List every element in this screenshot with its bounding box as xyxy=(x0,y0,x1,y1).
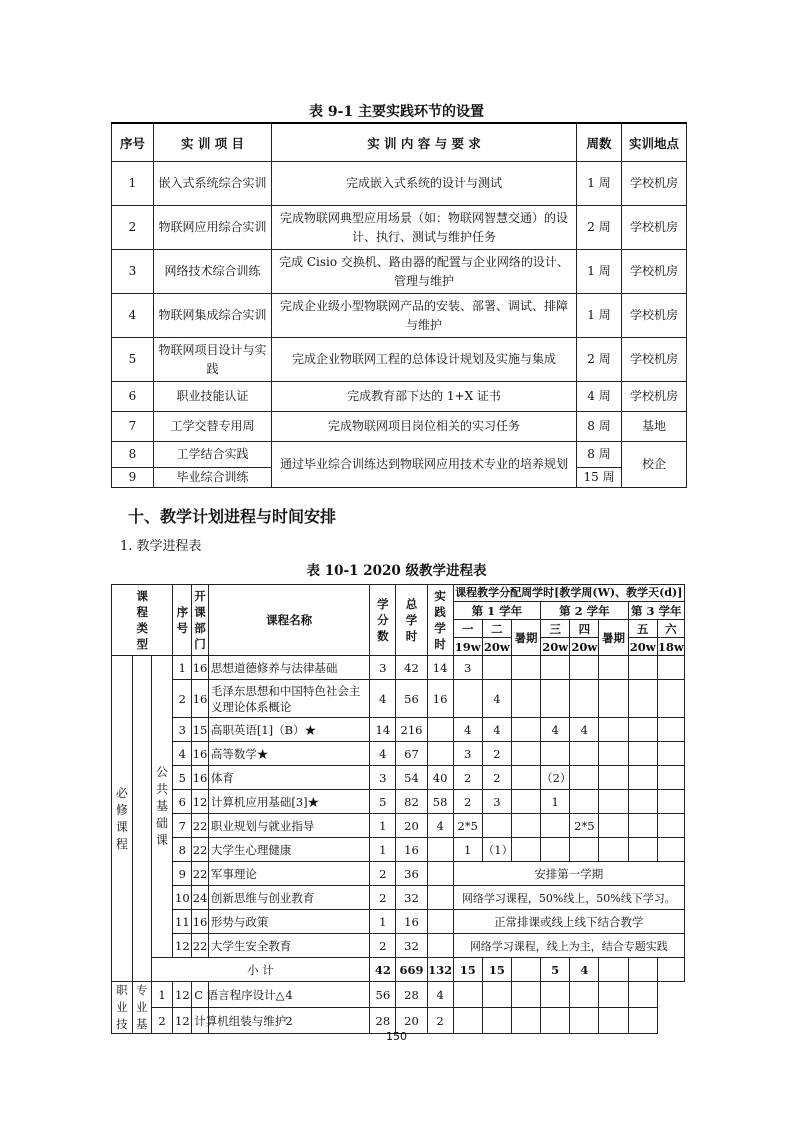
cell-summer-2 xyxy=(599,790,628,814)
cell-sem-1: 2*5 xyxy=(453,814,482,838)
cell-location: 学校机房 xyxy=(622,162,687,206)
cell-sem-6 xyxy=(657,838,684,862)
cell-dept: 12 xyxy=(173,1008,192,1034)
cell-sem-2 xyxy=(482,814,511,838)
header-year-2: 第 2 学年 xyxy=(541,602,628,620)
cell-sem-5 xyxy=(628,718,657,742)
header-year-3: 第 3 学年 xyxy=(628,602,684,620)
cell-content: 完成嵌入式系统的设计与测试 xyxy=(272,162,577,206)
group-spacer xyxy=(132,656,151,982)
cell-seq: 8 xyxy=(112,442,154,468)
cell-sem-2: （1） xyxy=(482,838,511,862)
cell-course-name: 计算机应用基础[3]★ xyxy=(208,790,369,814)
cell-no: 4 xyxy=(173,742,192,766)
header-sem-6: 六 xyxy=(657,620,684,638)
cell-schedule-note: 网络学习课程，线上为主，结合专题实践 xyxy=(453,934,684,958)
cell-project: 嵌入式系统综合实训 xyxy=(154,162,272,206)
cell-practice xyxy=(427,886,453,910)
practice-table xyxy=(111,122,687,488)
cell-summer-1 xyxy=(482,982,511,1008)
table-row xyxy=(112,680,685,718)
cell-hours: 28 xyxy=(370,1008,396,1034)
group-public-basic: 公共基础课 xyxy=(151,656,173,958)
cell-sem-1: 4 xyxy=(427,982,453,1008)
header-total-hours: 总学时 xyxy=(396,585,427,656)
cell-dept: 12 xyxy=(173,982,192,1008)
cell-practice xyxy=(427,862,453,886)
col-header-weeks: 周数 xyxy=(577,123,622,162)
cell-no: 2 xyxy=(173,680,192,718)
cell-content: 完成企业物联网工程的总体设计规划及实施与集成 xyxy=(272,338,577,382)
cell-credits: 2 xyxy=(370,862,396,886)
table-row xyxy=(112,742,685,766)
cell-project: 职业技能认证 xyxy=(154,382,272,412)
header-weeks-3: 20w xyxy=(542,639,569,654)
cell-summer-1 xyxy=(511,766,540,790)
cell-sem-4: 4 xyxy=(570,718,599,742)
table-row xyxy=(112,766,685,790)
header-credits: 学分数 xyxy=(370,585,396,656)
section-title: 十、教学计划进程与时间安排 xyxy=(128,507,337,526)
header-weeks-5: 20w xyxy=(629,639,656,654)
cell-no: 1 xyxy=(173,656,192,680)
table-row xyxy=(112,838,685,862)
cell-sem-1 xyxy=(453,680,482,718)
cell-location: 学校机房 xyxy=(622,294,687,338)
cell-practice: 16 xyxy=(427,680,453,718)
cell-credits: 3 xyxy=(370,656,396,680)
cell-practice xyxy=(427,910,453,934)
header-seq: 序号 xyxy=(173,585,192,656)
cell-hours: 42 xyxy=(396,656,427,680)
header-course-name: 课程名称 xyxy=(208,585,369,656)
table-row xyxy=(112,338,687,382)
cell-sem-3 xyxy=(541,742,570,766)
cell-sem-2 xyxy=(453,982,482,1008)
cell-hours: 32 xyxy=(396,886,427,910)
cell-dept: 16 xyxy=(192,742,209,766)
cell-credits: 3 xyxy=(370,766,396,790)
header-distribution: 课程教学分配周学时[教学周(W)、教学天(d)] xyxy=(453,585,684,602)
cell-project: 工学交替专用周 xyxy=(154,412,272,442)
group-professional: 职业技 xyxy=(112,982,133,1034)
cell-content: 完成 Cisio 交换机、路由器的配置与企业网络的设计、管理与维护 xyxy=(272,250,577,294)
cell-content: 通过毕业综合训练达到物联网应用技术专业的培养规划 xyxy=(272,442,577,488)
cell-sem-4 xyxy=(570,790,599,814)
cell-sem-5 xyxy=(628,656,657,680)
cell-sem-3 xyxy=(511,982,540,1008)
cell-sem-2 xyxy=(482,656,511,680)
cell-sem-4 xyxy=(541,982,570,1008)
table-row xyxy=(112,718,685,742)
cell-project: 物联网集成综合实训 xyxy=(154,294,272,338)
cell-project: 物联网项目设计与实践 xyxy=(154,338,272,382)
subtotal-credits: 42 xyxy=(370,958,396,982)
col-header-location: 实训地点 xyxy=(622,123,687,162)
table-row xyxy=(112,206,687,250)
cell-sem-5 xyxy=(628,838,657,862)
table-row xyxy=(112,656,685,680)
cell-project: 工学结合实践 xyxy=(154,442,272,468)
cell-summer-2 xyxy=(570,982,599,1008)
cell-no: 5 xyxy=(173,766,192,790)
subtotal-sem-4: 4 xyxy=(570,958,599,982)
cell-content: 完成企业级小型物联网产品的安装、部署、调试、排障与维护 xyxy=(272,294,577,338)
cell-seq: 4 xyxy=(112,294,154,338)
cell-sem-3: 1 xyxy=(541,790,570,814)
cell-practice xyxy=(427,934,453,958)
cell-practice xyxy=(427,718,453,742)
cell-seq: 7 xyxy=(112,412,154,442)
cell-sem-3 xyxy=(541,680,570,718)
table-row xyxy=(112,982,685,1008)
cell-practice: 40 xyxy=(427,766,453,790)
subtotal-practice: 132 xyxy=(427,958,453,982)
table-header-row xyxy=(112,123,687,162)
cell-location: 基地 xyxy=(622,412,687,442)
header-summer-1: 暑期 xyxy=(511,620,540,656)
cell-no: 12 xyxy=(173,934,192,958)
cell-summer-2 xyxy=(599,742,628,766)
cell-summer-1 xyxy=(511,718,540,742)
header-dept: 开课部门 xyxy=(192,585,209,656)
cell-credits: 14 xyxy=(370,718,396,742)
cell-location: 学校机房 xyxy=(622,250,687,294)
cell-hours: 32 xyxy=(396,934,427,958)
cell-course-name: 职业规划与就业指导 xyxy=(208,814,369,838)
cell-content: 完成物联网项目岗位相关的实习任务 xyxy=(272,412,577,442)
cell-credits: 4 xyxy=(370,680,396,718)
cell-course-name: 形势与政策 xyxy=(208,910,369,934)
cell-sem-1: 3 xyxy=(453,656,482,680)
col-header-project: 实 训 项 目 xyxy=(154,123,272,162)
cell-sem-2: 4 xyxy=(482,718,511,742)
table-row xyxy=(112,250,687,294)
page-number: 150 xyxy=(386,1030,407,1043)
cell-credits: 2 xyxy=(370,934,396,958)
cell-seq: 1 xyxy=(112,162,154,206)
table-row xyxy=(112,814,685,838)
cell-no: 11 xyxy=(173,910,192,934)
cell-no: 2 xyxy=(151,1008,173,1034)
cell-sem-3: （2） xyxy=(541,766,570,790)
table-row xyxy=(112,162,687,206)
cell-sem-6 xyxy=(628,982,657,1008)
cell-dept: 22 xyxy=(192,814,209,838)
table-9-1-caption: 表 9-1 主要实践环节的设置 xyxy=(308,104,485,120)
cell-dept: 16 xyxy=(192,910,209,934)
cell-seq: 5 xyxy=(112,338,154,382)
cell-no: 1 xyxy=(151,982,173,1008)
subtotal-row xyxy=(112,958,685,982)
cell-hours: 56 xyxy=(370,982,396,1008)
cell-schedule-note: 网络学习课程，50%线上，50%线下学习。 xyxy=(453,886,684,910)
cell-sem-1: 2 xyxy=(453,766,482,790)
cell-sem-2: 2 xyxy=(482,742,511,766)
cell-practice xyxy=(427,742,453,766)
cell-sem-3 xyxy=(541,656,570,680)
cell-sem-2: 4 xyxy=(482,680,511,718)
subtotal-summer-1 xyxy=(511,958,540,982)
cell-sem-5 xyxy=(599,982,628,1008)
cell-hours: 36 xyxy=(396,862,427,886)
cell-course-name: 大学生心理健康 xyxy=(208,838,369,862)
cell-course-name: 高等数学★ xyxy=(208,742,369,766)
header-weeks-6: 18w xyxy=(657,639,684,654)
cell-credits: 2 xyxy=(370,886,396,910)
cell-sem-1: 2 xyxy=(453,790,482,814)
header-practice-hours: 实践学时 xyxy=(427,585,453,656)
cell-sem-4 xyxy=(570,766,599,790)
cell-dept: 16 xyxy=(192,656,209,680)
cell-summer-1 xyxy=(511,680,540,718)
header-weeks-2: 20w xyxy=(483,639,510,654)
cell-sem-3 xyxy=(541,814,570,838)
header-weeks-1: 19w xyxy=(454,639,481,654)
cell-sem-6 xyxy=(657,680,684,718)
cell-credits: 1 xyxy=(370,838,396,862)
cell-practice: 4 xyxy=(427,814,453,838)
cell-dept: 12 xyxy=(192,790,209,814)
cell-sem-6 xyxy=(657,656,684,680)
table-row xyxy=(112,412,687,442)
cell-summer-2 xyxy=(599,656,628,680)
cell-project: 网络技术综合训练 xyxy=(154,250,272,294)
cell-summer-1 xyxy=(511,838,540,862)
header-year-1: 第 1 学年 xyxy=(453,602,540,620)
cell-seq: 3 xyxy=(112,250,154,294)
cell-no: 8 xyxy=(173,838,192,862)
cell-course-name: 高职英语[1]（B）★ xyxy=(208,718,369,742)
cell-seq: 9 xyxy=(112,468,154,488)
cell-credits: 4 xyxy=(208,982,369,1008)
cell-weeks: 4 周 xyxy=(577,382,622,412)
table-row xyxy=(112,790,685,814)
cell-summer-1 xyxy=(511,790,540,814)
cell-hours: 16 xyxy=(396,838,427,862)
cell-no: 6 xyxy=(173,790,192,814)
cell-course-name: 大学生安全教育 xyxy=(208,934,369,958)
cell-hours: 20 xyxy=(396,814,427,838)
cell-sem-4 xyxy=(570,656,599,680)
cell-dept: 22 xyxy=(192,838,209,862)
cell-dept: 24 xyxy=(192,886,209,910)
cell-credits: 2 xyxy=(208,1008,369,1034)
table-row xyxy=(112,910,685,934)
subtotal-sem-6 xyxy=(657,958,684,982)
col-header-seq: 序号 xyxy=(112,123,154,162)
cell-weeks: 2 周 xyxy=(577,338,622,382)
cell-hours: 82 xyxy=(396,790,427,814)
header-row xyxy=(112,585,685,602)
header-course-type: 课程类型 xyxy=(112,585,173,656)
cell-sem-1: 1 xyxy=(453,838,482,862)
cell-summer-1 xyxy=(511,656,540,680)
cell-project: 物联网应用综合实训 xyxy=(154,206,272,250)
cell-project: 毕业综合训练 xyxy=(154,468,272,488)
cell-course-name: 毛泽东思想和中国特色社会主义理论体系概论 xyxy=(208,680,369,718)
cell-practice xyxy=(427,838,453,862)
cell-seq: 2 xyxy=(112,206,154,250)
cell-practice: 20 xyxy=(396,1008,427,1034)
header-summer-2: 暑期 xyxy=(599,620,628,656)
cell-credits: 4 xyxy=(370,742,396,766)
cell-sem-5 xyxy=(628,742,657,766)
cell-summer-1 xyxy=(511,814,540,838)
cell-sem-6 xyxy=(657,742,684,766)
cell-weeks: 15 周 xyxy=(577,468,622,488)
cell-no: 7 xyxy=(173,814,192,838)
cell-weeks: 1 周 xyxy=(577,250,622,294)
cell-practice: 14 xyxy=(427,656,453,680)
cell-dept: 15 xyxy=(192,718,209,742)
cell-content: 完成教育部下达的 1+X 证书 xyxy=(272,382,577,412)
table-row xyxy=(112,934,685,958)
subtotal-summer-2 xyxy=(599,958,628,982)
cell-weeks: 8 周 xyxy=(577,442,622,468)
subtotal-sem-5 xyxy=(628,958,657,982)
cell-sem-5 xyxy=(628,790,657,814)
header-weeks-4: 20w xyxy=(571,639,598,654)
cell-course-name: C 语言程序设计△ xyxy=(192,982,209,1008)
cell-dept: 22 xyxy=(192,934,209,958)
cell-weeks: 1 周 xyxy=(577,162,622,206)
group-professional-basic: 专业基 xyxy=(132,982,151,1034)
table-row xyxy=(112,886,685,910)
cell-summer-2 xyxy=(599,718,628,742)
header-sem-3: 三 xyxy=(541,620,570,638)
teaching-progress-table xyxy=(111,584,685,1034)
cell-summer-2 xyxy=(599,814,628,838)
cell-sem-2: 2 xyxy=(482,766,511,790)
cell-no: 9 xyxy=(173,862,192,886)
cell-credits: 1 xyxy=(370,910,396,934)
cell-sem-3: 4 xyxy=(541,718,570,742)
cell-summer-2 xyxy=(599,680,628,718)
subtotal-sem-2: 15 xyxy=(482,958,511,982)
cell-sem-1: 2 xyxy=(427,1008,453,1034)
cell-schedule-note: 正常排课或线上线下结合教学 xyxy=(453,910,684,934)
col-header-content: 实 训 内 容 与 要 求 xyxy=(272,123,577,162)
cell-hours: 56 xyxy=(396,680,427,718)
cell-sem-4 xyxy=(570,838,599,862)
cell-hours: 54 xyxy=(396,766,427,790)
cell-course-name: 体育 xyxy=(208,766,369,790)
cell-sem-5 xyxy=(628,766,657,790)
cell-weeks: 8 周 xyxy=(577,412,622,442)
cell-course-name: 思想道德修养与法律基础 xyxy=(208,656,369,680)
cell-weeks: 1 周 xyxy=(577,294,622,338)
cell-sem-4: 2*5 xyxy=(570,814,599,838)
cell-location: 学校机房 xyxy=(622,206,687,250)
cell-content: 完成物联网典型应用场景（如：物联网智慧交通）的设计、执行、测试与维护任务 xyxy=(272,206,577,250)
header-sem-2: 二 xyxy=(482,620,511,638)
cell-sem-6 xyxy=(657,790,684,814)
cell-sem-6 xyxy=(657,766,684,790)
cell-sem-5 xyxy=(628,680,657,718)
cell-summer-2 xyxy=(599,838,628,862)
cell-hours: 216 xyxy=(396,718,427,742)
cell-hours: 67 xyxy=(396,742,427,766)
cell-practice: 28 xyxy=(396,982,427,1008)
cell-sem-3 xyxy=(541,838,570,862)
cell-course-name: 计算机组装与维护 xyxy=(192,1008,209,1034)
subtotal-label: 小 计 xyxy=(151,958,370,982)
header-sem-1: 一 xyxy=(453,620,482,638)
group-required: 必修课程 xyxy=(112,656,133,982)
header-sem-5: 五 xyxy=(628,620,657,638)
cell-sem-6 xyxy=(657,718,684,742)
cell-course-name: 创新思维与创业教育 xyxy=(208,886,369,910)
cell-dept: 22 xyxy=(192,862,209,886)
cell-no: 10 xyxy=(173,886,192,910)
cell-no: 3 xyxy=(173,718,192,742)
subtotal-sem-1: 15 xyxy=(453,958,482,982)
table-row xyxy=(112,294,687,338)
header-sem-4: 四 xyxy=(570,620,599,638)
subsection-title: 1. 教学进程表 xyxy=(120,539,202,554)
cell-seq: 6 xyxy=(112,382,154,412)
cell-sem-1: 3 xyxy=(453,742,482,766)
cell-dept: 16 xyxy=(192,680,209,718)
cell-practice: 58 xyxy=(427,790,453,814)
cell-sem-4 xyxy=(570,680,599,718)
cell-dept: 16 xyxy=(192,766,209,790)
cell-weeks: 2 周 xyxy=(577,206,622,250)
cell-summer-2 xyxy=(599,766,628,790)
cell-sem-2: 3 xyxy=(482,790,511,814)
cell-hours: 16 xyxy=(396,910,427,934)
table-row xyxy=(112,442,687,468)
cell-location: 学校机房 xyxy=(622,338,687,382)
cell-sem-1: 4 xyxy=(453,718,482,742)
cell-sem-5 xyxy=(628,814,657,838)
cell-credits: 1 xyxy=(370,814,396,838)
table-row xyxy=(112,382,687,412)
cell-summer-1 xyxy=(511,742,540,766)
cell-location: 校企 xyxy=(622,442,687,488)
subtotal-hours: 669 xyxy=(396,958,427,982)
cell-location: 学校机房 xyxy=(622,382,687,412)
table-row xyxy=(112,862,685,886)
cell-sem-4 xyxy=(570,742,599,766)
cell-course-name: 军事理论 xyxy=(208,862,369,886)
cell-credits: 5 xyxy=(370,790,396,814)
subtotal-sem-3: 5 xyxy=(541,958,570,982)
table-10-1-caption: 表 10-1 2020 级教学进程表 xyxy=(306,563,487,579)
cell-sem-6 xyxy=(657,814,684,838)
cell-schedule-note: 安排第一学期 xyxy=(453,862,684,886)
